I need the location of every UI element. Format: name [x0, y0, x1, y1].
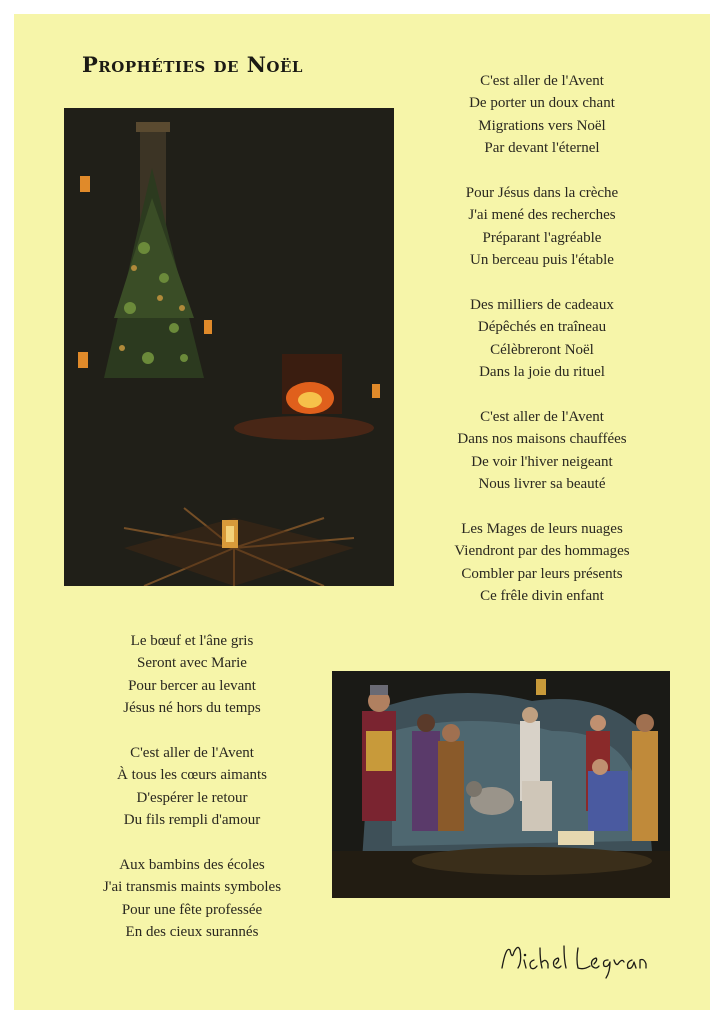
verse-line: Pour Jésus dans la crèche: [465, 185, 619, 201]
verse-line: Dans la joie du rituel: [479, 363, 605, 380]
verse-line: Préparant l'agréable: [482, 229, 602, 246]
verse-line: Célèbreront Noël: [490, 341, 594, 358]
verse-line: Le bœuf et l'âne gris: [130, 633, 254, 649]
verse-line: J'ai transmis maints symboles: [102, 879, 282, 896]
verse-line: Dépêchés en traîneau: [477, 319, 607, 336]
stanza-right-5: [432, 518, 652, 607]
verse-line: J'ai mené des recherches: [468, 207, 616, 224]
verse-line: Seront avec Marie: [137, 655, 247, 672]
stanza-right-1: [432, 70, 652, 159]
verse-line: Pour bercer au levant: [128, 677, 256, 694]
verse-line: Les Mages de leurs nuages: [461, 521, 623, 537]
verse-line: Jésus né hors du temps: [123, 699, 261, 716]
verse-line: C'est aller de l'Avent: [130, 745, 254, 761]
verse-line: Du fils rempli d'amour: [123, 811, 261, 828]
verse-line: C'est aller de l'Avent: [480, 73, 604, 89]
stanza-left-1: [82, 630, 302, 719]
verse-line: D'espérer le retour: [136, 789, 248, 806]
verse-line: Nous livrer sa beauté: [478, 475, 606, 492]
verse-line: Aux bambins des écoles: [119, 857, 265, 873]
verse-line: Pour une fête professée: [121, 901, 263, 918]
stanza-left-2: [82, 742, 302, 831]
signature: [498, 940, 648, 980]
verse-line: Combler par leurs présents: [461, 565, 623, 582]
stanza-right-2: [432, 182, 652, 271]
verse-line: En des cieux surannés: [125, 923, 259, 940]
stanza-right-3: [432, 294, 652, 383]
nativity-scene-photo: [332, 671, 670, 898]
verse-line: Par devant l'éternel: [484, 139, 600, 156]
verse-line: Des milliers de cadeaux: [470, 297, 614, 313]
verse-line: À tous les cœurs aimants: [117, 767, 267, 784]
verse-line: Dans nos maisons chauffées: [457, 431, 627, 448]
verse-line: Viendront par des hommages: [454, 543, 630, 560]
christmas-tree-photo: [64, 108, 394, 586]
verse-line: Ce frêle divin enfant: [480, 587, 604, 604]
stanza-right-4: [432, 406, 652, 495]
verse-line: De voir l'hiver neigeant: [471, 453, 613, 470]
verse-line: De porter un doux chant: [469, 95, 615, 112]
verse-line: Un berceau puis l'étable: [470, 251, 614, 268]
verse-line: Migrations vers Noël: [478, 117, 606, 134]
stanza-left-3: [82, 854, 302, 943]
verse-line: C'est aller de l'Avent: [480, 409, 604, 425]
poem-title: Prophéties de Noël: [82, 52, 303, 77]
